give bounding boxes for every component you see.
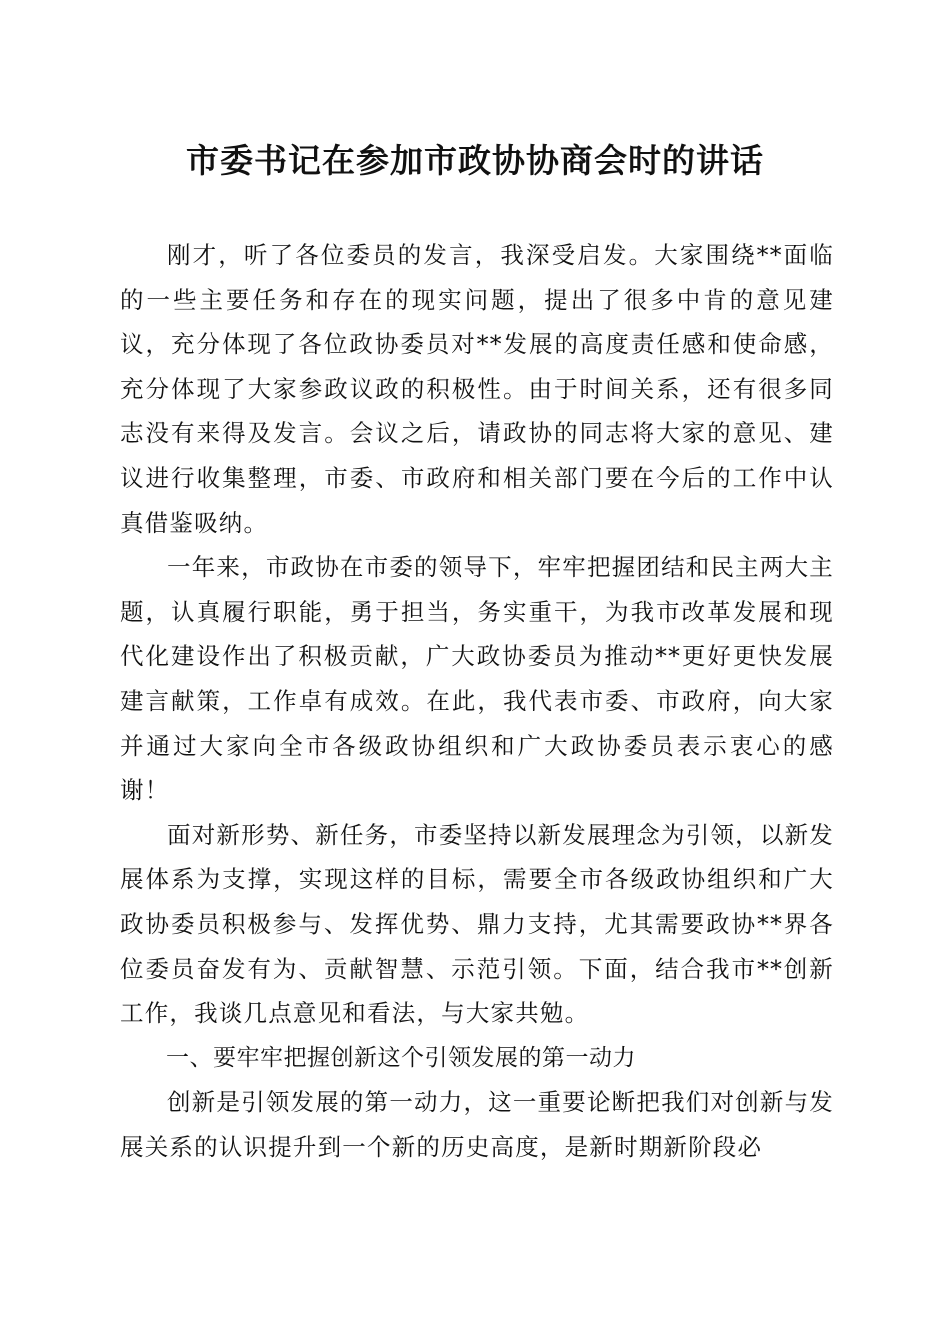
paragraph-outlook: 面对新形势、新任务，市委坚持以新发展理念为引领，以新发展体系为支撑，实现这样的目标，需要全市各级政协组织和广大政协委员积极参与、发挥优势、鼎力支持，尤其需要政协**界各位委员奋发有为、贡献智慧、示范引领。下面，结合我市**创新工作，我谈几点意见和看法，与大家共勉。 bbox=[120, 820, 834, 1028]
paragraph-section-1: 创新是引领发展的第一动力，这一重要论断把我们对创新与发展关系的认识提升到一个新的历史高度，是新时期新阶段必 bbox=[120, 1088, 834, 1161]
document-title: 市委书记在参加市政协协商会时的讲话 bbox=[186, 141, 764, 180]
paragraph-thanks: 一年来，市政协在市委的领导下，牢牢把握团结和民主两大主题，认真履行职能，勇于担当，务实重干，为我市改革发展和现代化建设作出了积极贡献，广大政协委员为推动**更好更快发展建言献策，工作卓有成效。在此，我代表市委、市政府，向大家并通过大家向全市各级政协组织和广大政协委员表示衷心的感谢！ bbox=[120, 553, 834, 805]
paragraph-opening: 刚才，听了各位委员的发言，我深受启发。大家围绕**面临的一些主要任务和存在的现实问题，提出了很多中肯的意见建议，充分体现了各位政协委员对**发展的高度责任感和使命感，充分体现了大家参政议政的积极性。由于时间关系，还有很多同志没有来得及发言。会议之后，请政协的同志将大家的意见、建议进行收集整理，市委、市政府和相关部门要在今后的工作中认真借鉴吸纳。 bbox=[120, 241, 834, 537]
document-body bbox=[120, 233, 834, 1169]
section-heading-1: 一、要牢牢把握创新这个引领发展的第一动力 bbox=[166, 1044, 636, 1071]
